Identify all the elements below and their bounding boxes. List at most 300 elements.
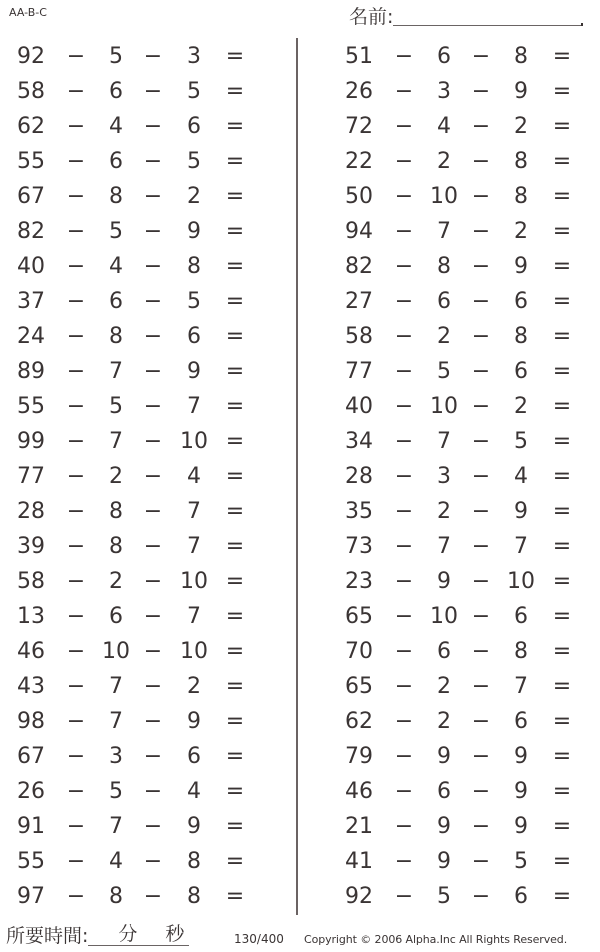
subtrahend-2: 9 [514, 744, 528, 769]
minus-operator: − [66, 499, 86, 524]
minuend: 27 [345, 289, 373, 314]
equals-sign: = [552, 149, 572, 174]
minus-operator: − [143, 604, 163, 629]
subtrahend-1: 8 [109, 884, 123, 909]
minus-operator: − [394, 149, 414, 174]
time-taken-label: 所要時間: [6, 925, 89, 947]
problem-row [322, 739, 592, 774]
subtrahend-2: 6 [514, 289, 528, 314]
subtrahend-1: 5 [437, 359, 451, 384]
minus-operator: − [143, 219, 163, 244]
minus-operator: − [394, 884, 414, 909]
problem-row [322, 494, 592, 529]
subtrahend-2: 6 [187, 744, 201, 769]
minuend: 22 [345, 149, 373, 174]
minus-operator: − [143, 44, 163, 69]
minuend: 51 [345, 44, 373, 69]
minus-operator: − [143, 394, 163, 419]
subtrahend-1: 10 [430, 184, 458, 209]
subtrahend-1: 7 [437, 219, 451, 244]
minus-operator: − [66, 79, 86, 104]
minuend: 39 [17, 534, 45, 559]
subtrahend-2: 2 [514, 114, 528, 139]
equals-sign: = [225, 744, 245, 769]
equals-sign: = [552, 779, 572, 804]
subtrahend-2: 10 [180, 569, 208, 594]
subtrahend-1: 4 [437, 114, 451, 139]
problem-row [322, 529, 592, 564]
subtrahend-1: 5 [109, 394, 123, 419]
equals-sign: = [225, 849, 245, 874]
problem-row [322, 809, 592, 844]
subtrahend-1: 6 [109, 289, 123, 314]
subtrahend-1: 3 [109, 744, 123, 769]
minus-operator: − [143, 254, 163, 279]
subtrahend-2: 8 [514, 184, 528, 209]
minuend: 41 [345, 849, 373, 874]
minuend: 67 [17, 184, 45, 209]
subtrahend-2: 8 [514, 324, 528, 349]
equals-sign: = [225, 639, 245, 664]
minus-operator: − [394, 499, 414, 524]
minuend: 55 [17, 149, 45, 174]
minus-operator: − [471, 814, 491, 839]
problem-row [322, 284, 592, 319]
subtrahend-2: 8 [187, 254, 201, 279]
subtrahend-2: 2 [187, 184, 201, 209]
subtrahend-1: 5 [109, 44, 123, 69]
minus-operator: − [471, 604, 491, 629]
equals-sign: = [552, 464, 572, 489]
problem-row [322, 704, 592, 739]
equals-sign: = [225, 289, 245, 314]
minus-operator: − [394, 184, 414, 209]
subtrahend-1: 9 [437, 814, 451, 839]
minus-operator: − [394, 779, 414, 804]
subtrahend-1: 2 [109, 464, 123, 489]
problem-row [322, 319, 592, 354]
equals-sign: = [552, 674, 572, 699]
minus-operator: − [66, 744, 86, 769]
equals-sign: = [552, 324, 572, 349]
minus-operator: − [394, 709, 414, 734]
minus-operator: − [143, 849, 163, 874]
minus-operator: − [394, 569, 414, 594]
problem-row [322, 599, 592, 634]
minus-operator: − [471, 359, 491, 384]
minuend: 35 [345, 499, 373, 524]
problem-row [322, 179, 592, 214]
minus-operator: − [66, 289, 86, 314]
subtrahend-2: 6 [187, 114, 201, 139]
minus-operator: − [66, 639, 86, 664]
minus-operator: − [394, 254, 414, 279]
minuend: 92 [17, 44, 45, 69]
subtrahend-2: 5 [187, 149, 201, 174]
subtrahend-2: 8 [187, 884, 201, 909]
minuend: 58 [17, 569, 45, 594]
subtrahend-2: 8 [187, 849, 201, 874]
subtrahend-2: 9 [187, 814, 201, 839]
subtrahend-2: 9 [514, 779, 528, 804]
subtrahend-2: 8 [514, 44, 528, 69]
subtrahend-2: 10 [507, 569, 535, 594]
problem-row [0, 879, 270, 914]
minuend: 99 [17, 429, 45, 454]
subtrahend-1: 5 [437, 884, 451, 909]
problem-row [0, 109, 270, 144]
minus-operator: − [66, 709, 86, 734]
subtrahend-2: 2 [514, 219, 528, 244]
subtrahend-1: 6 [109, 604, 123, 629]
minus-operator: − [471, 639, 491, 664]
minuend: 28 [17, 499, 45, 524]
minus-operator: − [143, 884, 163, 909]
subtrahend-1: 6 [109, 79, 123, 104]
sheet-code: AA-B-C [9, 6, 47, 19]
minuend: 24 [17, 324, 45, 349]
minus-operator: − [66, 429, 86, 454]
equals-sign: = [225, 709, 245, 734]
subtrahend-2: 9 [187, 709, 201, 734]
equals-sign: = [552, 79, 572, 104]
subtrahend-1: 6 [437, 44, 451, 69]
subtrahend-1: 6 [437, 289, 451, 314]
minuend: 34 [345, 429, 373, 454]
minus-operator: − [66, 534, 86, 559]
subtrahend-1: 7 [109, 814, 123, 839]
minus-operator: − [143, 114, 163, 139]
equals-sign: = [552, 814, 572, 839]
problem-row [322, 144, 592, 179]
minus-operator: − [394, 324, 414, 349]
minus-operator: − [143, 744, 163, 769]
problem-column-right [322, 39, 592, 914]
subtrahend-1: 3 [437, 79, 451, 104]
subtrahend-1: 6 [437, 779, 451, 804]
minus-operator: − [66, 849, 86, 874]
minus-operator: − [471, 534, 491, 559]
subtrahend-1: 10 [430, 604, 458, 629]
equals-sign: = [225, 464, 245, 489]
minuend: 94 [345, 219, 373, 244]
problem-row [0, 704, 270, 739]
minus-operator: − [471, 779, 491, 804]
subtrahend-1: 7 [109, 674, 123, 699]
problem-row [0, 494, 270, 529]
subtrahend-2: 7 [187, 499, 201, 524]
minuend: 40 [17, 254, 45, 279]
minuend: 40 [345, 394, 373, 419]
minus-operator: − [471, 674, 491, 699]
minuend: 89 [17, 359, 45, 384]
subtrahend-1: 2 [109, 569, 123, 594]
problem-row [322, 459, 592, 494]
minus-operator: − [394, 289, 414, 314]
minus-operator: − [471, 219, 491, 244]
minuend: 67 [17, 744, 45, 769]
minus-operator: − [394, 219, 414, 244]
minuend: 91 [17, 814, 45, 839]
subtrahend-2: 7 [187, 534, 201, 559]
equals-sign: = [225, 499, 245, 524]
equals-sign: = [225, 569, 245, 594]
minus-operator: − [143, 779, 163, 804]
equals-sign: = [225, 604, 245, 629]
minus-operator: − [394, 604, 414, 629]
subtrahend-2: 8 [514, 149, 528, 174]
minus-operator: − [143, 674, 163, 699]
minus-operator: − [471, 254, 491, 279]
problem-row [322, 424, 592, 459]
minuend: 82 [345, 254, 373, 279]
minutes-unit: 分 [118, 923, 138, 945]
subtrahend-2: 5 [187, 79, 201, 104]
subtrahend-2: 9 [514, 499, 528, 524]
equals-sign: = [552, 569, 572, 594]
problem-row [322, 669, 592, 704]
problem-row [0, 74, 270, 109]
minus-operator: − [471, 464, 491, 489]
subtrahend-1: 7 [437, 429, 451, 454]
minus-operator: − [143, 534, 163, 559]
minus-operator: − [143, 814, 163, 839]
subtrahend-2: 6 [514, 884, 528, 909]
problem-row [0, 249, 270, 284]
minuend: 50 [345, 184, 373, 209]
name-label: 名前: [349, 6, 394, 28]
minuend: 62 [17, 114, 45, 139]
minuend: 58 [17, 79, 45, 104]
minus-operator: − [143, 149, 163, 174]
name-field-area [349, 5, 582, 29]
minuend: 65 [345, 674, 373, 699]
subtrahend-2: 4 [514, 464, 528, 489]
minus-operator: − [66, 674, 86, 699]
minus-operator: − [394, 44, 414, 69]
minus-operator: − [394, 674, 414, 699]
subtrahend-2: 10 [180, 429, 208, 454]
subtrahend-1: 3 [437, 464, 451, 489]
minus-operator: − [471, 394, 491, 419]
equals-sign: = [225, 79, 245, 104]
minus-operator: − [471, 184, 491, 209]
problem-row [0, 319, 270, 354]
problem-row [322, 564, 592, 599]
subtrahend-2: 5 [514, 429, 528, 454]
equals-sign: = [552, 184, 572, 209]
subtrahend-1: 5 [109, 219, 123, 244]
equals-sign: = [225, 779, 245, 804]
subtrahend-2: 4 [187, 464, 201, 489]
minus-operator: − [471, 324, 491, 349]
minus-operator: − [66, 114, 86, 139]
equals-sign: = [552, 849, 572, 874]
subtrahend-2: 9 [514, 814, 528, 839]
subtrahend-1: 9 [437, 849, 451, 874]
minus-operator: − [394, 534, 414, 559]
problem-row [0, 459, 270, 494]
copyright-notice: Copyright © 2006 Alpha.Inc All Rights Reserved. [304, 933, 568, 946]
subtrahend-2: 9 [514, 254, 528, 279]
equals-sign: = [225, 219, 245, 244]
subtrahend-1: 8 [109, 324, 123, 349]
problem-row [0, 144, 270, 179]
problem-row [0, 844, 270, 879]
subtrahend-2: 7 [514, 674, 528, 699]
subtrahend-2: 8 [514, 639, 528, 664]
minus-operator: − [66, 604, 86, 629]
column-divider [296, 38, 298, 915]
problem-row [0, 354, 270, 389]
minus-operator: − [143, 359, 163, 384]
minuend: 21 [345, 814, 373, 839]
equals-sign: = [552, 219, 572, 244]
subtrahend-1: 6 [109, 149, 123, 174]
minus-operator: − [143, 79, 163, 104]
page-indicator: 130/400 [234, 932, 284, 946]
seconds-unit: 秒 [165, 923, 185, 945]
equals-sign: = [225, 884, 245, 909]
minus-operator: − [66, 779, 86, 804]
minus-operator: − [143, 464, 163, 489]
equals-sign: = [552, 254, 572, 279]
subtrahend-1: 7 [109, 359, 123, 384]
problem-column-left [0, 39, 270, 914]
minus-operator: − [471, 79, 491, 104]
subtrahend-2: 7 [187, 604, 201, 629]
equals-sign: = [552, 359, 572, 384]
problem-row [0, 669, 270, 704]
minus-operator: − [394, 814, 414, 839]
subtrahend-1: 4 [109, 114, 123, 139]
problem-row [0, 739, 270, 774]
minuend: 77 [17, 464, 45, 489]
subtrahend-1: 2 [437, 149, 451, 174]
equals-sign: = [552, 884, 572, 909]
time-taken-input[interactable] [88, 921, 189, 946]
equals-sign: = [552, 709, 572, 734]
minus-operator: − [143, 639, 163, 664]
minuend: 70 [345, 639, 373, 664]
minus-operator: − [143, 499, 163, 524]
minus-operator: − [66, 569, 86, 594]
problem-row [0, 284, 270, 319]
subtrahend-1: 2 [437, 709, 451, 734]
problem-row [322, 389, 592, 424]
subtrahend-2: 4 [187, 779, 201, 804]
subtrahend-1: 9 [437, 569, 451, 594]
problem-row [0, 809, 270, 844]
subtrahend-1: 10 [430, 394, 458, 419]
minus-operator: − [471, 149, 491, 174]
minus-operator: − [143, 184, 163, 209]
equals-sign: = [225, 429, 245, 454]
equals-sign: = [225, 814, 245, 839]
minus-operator: − [143, 429, 163, 454]
equals-sign: = [552, 639, 572, 664]
subtrahend-2: 5 [187, 289, 201, 314]
minus-operator: − [394, 429, 414, 454]
minuend: 82 [17, 219, 45, 244]
minuend: 73 [345, 534, 373, 559]
name-input-line[interactable] [393, 7, 582, 26]
minus-operator: − [471, 289, 491, 314]
minuend: 46 [17, 639, 45, 664]
minus-operator: − [66, 814, 86, 839]
subtrahend-1: 8 [109, 184, 123, 209]
subtrahend-1: 2 [437, 324, 451, 349]
problem-row [0, 634, 270, 669]
problem-row [322, 844, 592, 879]
minus-operator: − [143, 569, 163, 594]
subtrahend-2: 5 [514, 849, 528, 874]
minus-operator: − [471, 744, 491, 769]
subtrahend-2: 6 [187, 324, 201, 349]
minus-operator: − [143, 709, 163, 734]
minus-operator: − [394, 79, 414, 104]
equals-sign: = [225, 359, 245, 384]
problem-row [322, 354, 592, 389]
subtrahend-2: 2 [514, 394, 528, 419]
equals-sign: = [225, 184, 245, 209]
equals-sign: = [225, 114, 245, 139]
minuend: 46 [345, 779, 373, 804]
subtrahend-2: 9 [187, 219, 201, 244]
minuend: 62 [345, 709, 373, 734]
minus-operator: − [394, 114, 414, 139]
minuend: 92 [345, 884, 373, 909]
equals-sign: = [225, 44, 245, 69]
problem-row [0, 39, 270, 74]
equals-sign: = [552, 44, 572, 69]
minus-operator: − [471, 429, 491, 454]
subtrahend-2: 7 [187, 394, 201, 419]
subtrahend-1: 4 [109, 254, 123, 279]
minus-operator: − [394, 639, 414, 664]
minuend: 26 [345, 79, 373, 104]
subtrahend-1: 8 [109, 534, 123, 559]
subtrahend-1: 7 [437, 534, 451, 559]
subtrahend-2: 7 [514, 534, 528, 559]
minuend: 65 [345, 604, 373, 629]
subtrahend-1: 9 [437, 744, 451, 769]
minus-operator: − [471, 499, 491, 524]
minuend: 23 [345, 569, 373, 594]
subtrahend-1: 6 [437, 639, 451, 664]
minuend: 43 [17, 674, 45, 699]
minus-operator: − [471, 884, 491, 909]
subtrahend-2: 10 [180, 639, 208, 664]
minus-operator: − [66, 359, 86, 384]
minuend: 98 [17, 709, 45, 734]
problem-row [322, 39, 592, 74]
minus-operator: − [66, 324, 86, 349]
problem-row [0, 389, 270, 424]
minuend: 55 [17, 849, 45, 874]
minus-operator: − [471, 114, 491, 139]
subtrahend-1: 7 [109, 709, 123, 734]
problem-row [0, 424, 270, 459]
subtrahend-1: 7 [109, 429, 123, 454]
problem-row [322, 249, 592, 284]
minus-operator: − [394, 359, 414, 384]
subtrahend-2: 2 [187, 674, 201, 699]
equals-sign: = [552, 429, 572, 454]
equals-sign: = [225, 674, 245, 699]
subtrahend-1: 8 [109, 499, 123, 524]
minus-operator: − [66, 149, 86, 174]
